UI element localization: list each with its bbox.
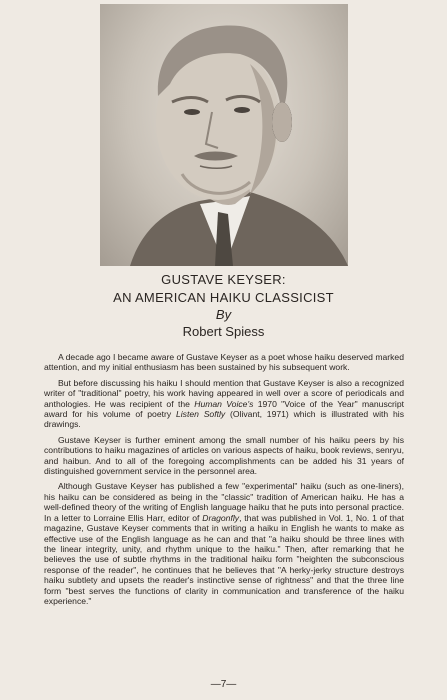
author-name: Robert Spiess <box>182 324 265 339</box>
italic-title-text: Dragonfly <box>202 512 240 523</box>
paragraph-text: 1970 "Voice of the Year" manuscript award for his volume of poetry <box>44 398 404 420</box>
paragraph <box>44 481 404 606</box>
article-body <box>44 352 404 611</box>
paragraph <box>44 378 404 430</box>
paragraph-text: Although Gustave Keyser has published a few "experimental" haiku (such as one-liners), his haiku can be considered as being in the "classic" tradition of American haiku. He has a well-defined theory of the writing of English language haiku that he puts into personal practice. In a letter to Lorraine Ellis Harr, editor of <box>44 481 404 523</box>
article-title-block <box>0 271 447 341</box>
paragraph-text: But before discussing his haiku I should mention that Gustave Keyser is also a recognized writer of "traditional" poetry, his work having appeared in well over a score of periodicals and anthologies. He was recipient of the <box>44 377 404 409</box>
author-portrait-photo <box>100 4 348 266</box>
page-number: —7— <box>210 679 237 690</box>
paragraph-text: (Olivant, 1971) which is illustrated with his drawings. <box>44 409 404 430</box>
portrait-illustration <box>100 4 348 266</box>
article-title-line-1: GUSTAVE KEYSER: <box>161 272 286 287</box>
paragraph-text: A decade ago I became aware of Gustave Keyser as a poet whose haiku deserved marked attention, and my initial enthusiasm has been sustained by his subsequent work. <box>44 352 404 373</box>
paragraph-text: , that was published in Vol. 1, No. 1 of that magazine, Gustave Keyser comments that in writing a haiku in English he wants to make as effective use of the English language as he can and that "a haiku should be three lines with the linear integrity, unity, and rhythm unique to the haiku." Then, after remarking that he believes the use of subtle rhythms in the traditional haiku form "heighten the subconscious response of the reader", he continues that he believes that "A herky-jerky structure destroys haiku subtlety and upsets the reader's instinctive sense of rightness" and that the three line form "best serves the functions of clarity in communication and transference of the haiku experience." <box>44 512 405 606</box>
byline-by: By <box>215 307 232 322</box>
paragraph-text: Gustave Keyser is further eminent among the small number of his haiku peers by his contributions to haiku magazines of articles on various aspects of haiku, book reviews, senryu, and haibun. And to all of the foregoing accomplishments can be added his 31 years of distinguished government service in the personnel area. <box>44 434 404 477</box>
italic-title-text: Human Voice's <box>194 398 254 409</box>
paragraph <box>44 352 404 373</box>
article-title-line-2: AN AMERICAN HAIKU CLASSICIST <box>113 290 334 305</box>
paragraph <box>44 435 404 477</box>
italic-title-text: Listen Softly <box>175 409 226 420</box>
